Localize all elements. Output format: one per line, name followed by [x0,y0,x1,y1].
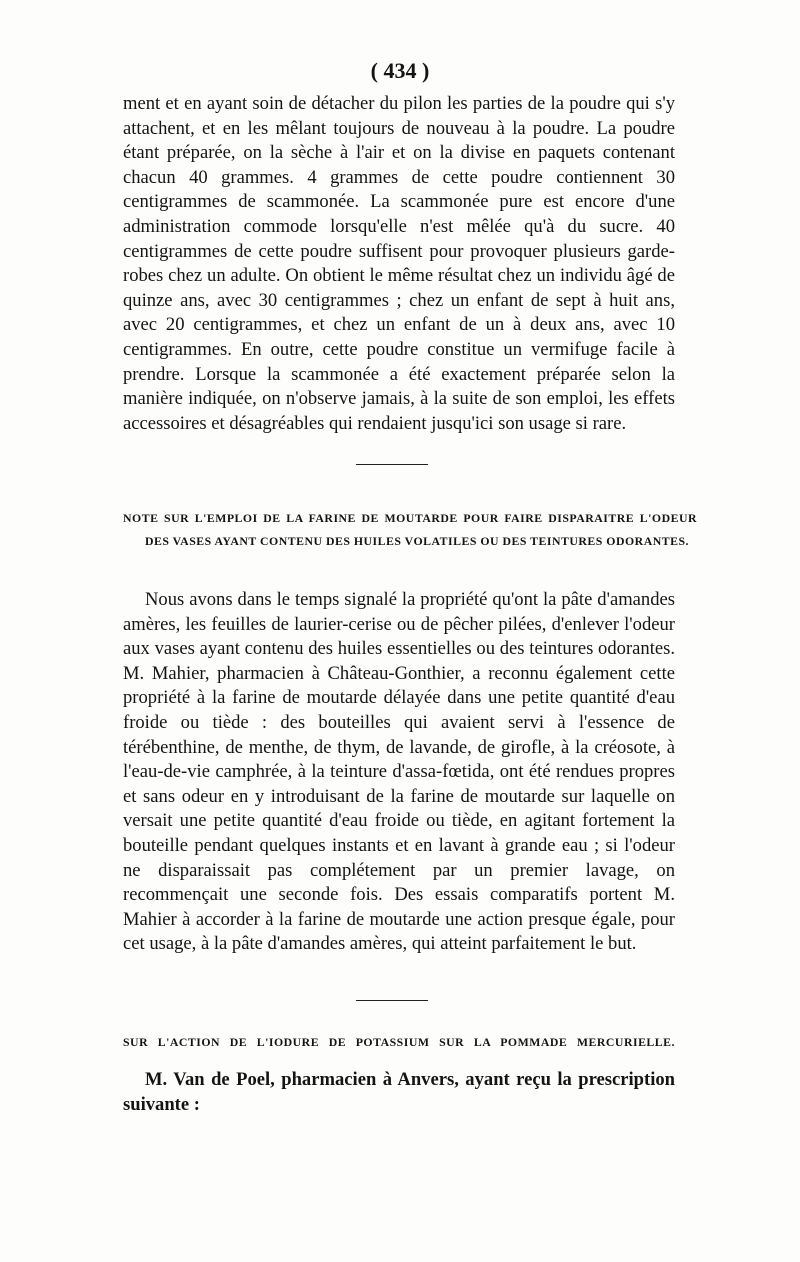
paragraph-scammonee: ment et en ayant soin de détacher du pilon les parties de la poudre qui s'y attachent, et en les mêlant toujours de nouveau à la poudre. La poudre étant préparée, on la sèche à l'air et on la divise en paquets contenant chacun 40 grammes. 4 grammes de cette poudre contiennent 30 centigrammes de scammonée. La scammonée pure est encore d'une administration commode lorsqu'elle n'est mêlée qu'à du sucre. 40 centigrammes de cette poudre suffisent pour provoquer plusieurs garde-robes chez un adulte. On obtient le même résultat chez un individu âgé de quinze ans, avec 30 centigrammes ; chez un enfant de sept à huit ans, avec 20 centigrammes, et chez un enfant de un à deux ans, avec 10 centigrammes. En outre, cette poudre constitue un vermifuge facile à prendre. Lorsque la scammonée a été exactement préparée selon la manière indiquée, on n'observe jamais, à la suite de son emploi, les effets accessoires et désagréables qui rendaient jusqu'ici son usage si rare. [123,93,675,434]
section-iodure [123,1068,675,1117]
page-number: ( 434 ) [370,58,430,83]
section-continuation [123,92,675,436]
section-divider [356,464,428,465]
section-divider [356,1000,428,1001]
paragraph-van-de-poel: M. Van de Poel, pharmacien à Anvers, ayant reçu la prescription suivante : [123,1069,675,1115]
paragraph-moutarde: Nous avons dans le temps signalé la propriété qu'ont la pâte d'amandes amères, les feuilles de laurier-cerise ou de pêcher pilées, d'enlever l'odeur aux vases ayant contenu des huiles essentielles ou des teintures odorantes. M. Mahier, pharmacien à Château-Gonthier, a reconnu également cette propriété à la farine de moutarde délayée dans une petite quantité d'eau froide ou tiède : des bouteilles qui avaient servi à l'essence de térébenthine, de menthe, de thym, de lavande, de girofle, à la créosote, à l'eau-de-vie camphrée, à la teinture d'assa-fœtida, ont été rendues propres et sans odeur en y introduisant de la farine de moutarde sur laquelle on versait une petite quantité d'eau froide ou tiède, en agitant fortement la bouteille pendant quelques instants et en lavant à grande eau ; si l'odeur ne disparaissait pas complétement par un premier lavage, on recommençait une seconde fois. Des essais comparatifs portent M. Mahier à accorder à la farine de moutarde une action presque égale, pour cet usage, à la pâte d'amandes amères, qui atteint parfaitement le but. [123,589,675,955]
section-heading-iodure: SUR L'ACTION DE L'IODURE DE POTASSIUM SUR LA POMMADE MERCURIELLE. [123,1035,675,1049]
section-moutarde [123,588,675,957]
section-heading-moutarde: NOTE SUR L'EMPLOI DE LA FARINE DE MOUTARDE POUR FAIRE DISPARAITRE L'ODEUR DES VASES AYANT CONTENU DES HUILES VOLATILES OU DES TEINTURES ODORANTES. [123,511,697,548]
